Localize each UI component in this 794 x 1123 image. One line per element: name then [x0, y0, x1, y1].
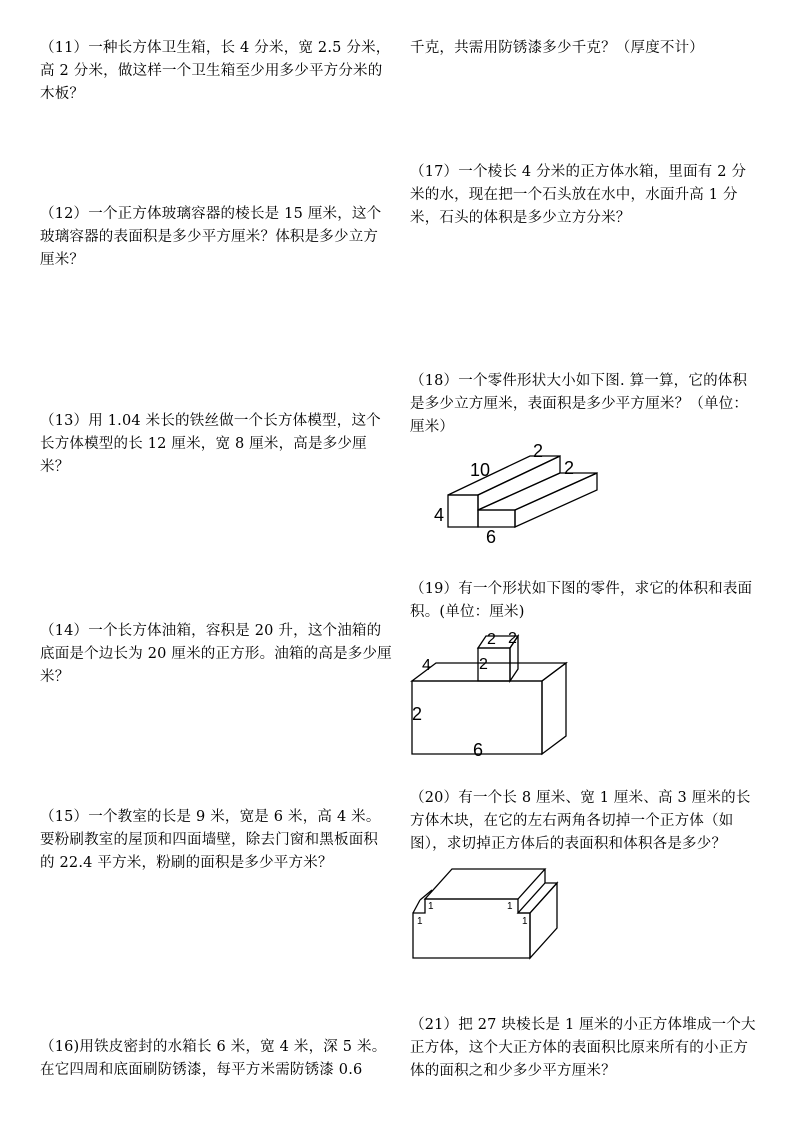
question-15: （15）一个教室的长是 9 米，宽是 6 米，高 4 米。要粉刷教室的屋顶和四面墙壁，除去门窗和黑板面积的 22.4 平方米，粉刷的面积是多少平方米？ — [40, 809, 381, 871]
fig18-label-2-top: 2 — [533, 441, 544, 461]
fig19-label-6: 6 — [473, 740, 484, 760]
question-17: （17）一个棱长 4 分米的正方体水箱，里面有 2 分米的水，现在把一个石头放在水中，水面升高 1 分米，石头的体积是多少立方分米？ — [410, 164, 747, 226]
fig18-label-2-right: 2 — [564, 458, 575, 478]
fig18-label-6: 6 — [486, 527, 497, 547]
figure-19-box-with-cube — [400, 625, 580, 765]
fig20-label-1-right-side: 1 — [522, 916, 528, 927]
question-16: （16)用铁皮密封的水箱长 6 米，宽 4 米，深 5 米。在它四周和底面刷防锈漆，每平方米需防锈漆 0.6 — [40, 1039, 387, 1078]
question-12: （12）一个正方体玻璃容器的棱长是 15 厘米，这个玻璃容器的表面积是多少平方厘米？体积是多少立方厘米？ — [40, 206, 382, 268]
figure-18-l-shaped-part — [420, 440, 610, 550]
fig18-label-10: 10 — [470, 460, 491, 480]
fig19-label-2: 2 — [412, 704, 423, 724]
fig20-label-1-left-side: 1 — [417, 916, 423, 927]
fig19-label-2-top-right: 2 — [508, 630, 517, 647]
question-20: （20）有一个长 8 厘米、宽 1 厘米、高 3 厘米的长方体木块，在它的左右两角各切掉一个正方体（如图），求切掉正方体后的表面积和体积各是多少？ — [410, 790, 751, 852]
fig19-label-4: 4 — [422, 657, 431, 674]
question-13: （13）用 1.04 米长的铁丝做一个长方体模型，这个长方体模型的长 12 厘米，宽 8 厘米，高是多少厘米？ — [40, 413, 381, 475]
question-14: （14）一个长方体油箱，容积是 20 升，这个油箱的底面是个边长为 20 厘米的正方形。油箱的高是多少厘米？ — [40, 623, 392, 685]
fig18-label-4: 4 — [434, 505, 445, 525]
question-18: （18）一个零件形状大小如下图. 算一算，它的体积是多少立方厘米，表面积是多少平方厘米？（单位：厘米） — [410, 373, 749, 435]
question-19: （19）有一个形状如下图的零件，求它的体积和表面积。(单位：厘米) — [410, 581, 753, 620]
fig20-label-1-right-top: 1 — [507, 901, 513, 912]
figure-20-block-corners-cut — [405, 860, 590, 965]
fig19-label-2-cube: 2 — [479, 656, 488, 673]
fig19-label-2-top: 2 — [487, 631, 496, 648]
question-16-continued: 千克，共需用防锈漆多少千克？（厚度不计） — [410, 40, 704, 56]
question-11: （11）一种长方体卫生箱，长 4 分米，宽 2.5 分米，高 2 分米，做这样一个卫生箱至少用多少平方分米的木板？ — [40, 40, 391, 102]
question-21: （21）把 27 块棱长是 1 厘米的小正方体堆成一个大正方体，这个大正方体的表面积比原来所有的小正方体的面积之和少多少平方厘米？ — [410, 1017, 756, 1079]
fig20-label-1-left-top: 1 — [428, 901, 434, 912]
